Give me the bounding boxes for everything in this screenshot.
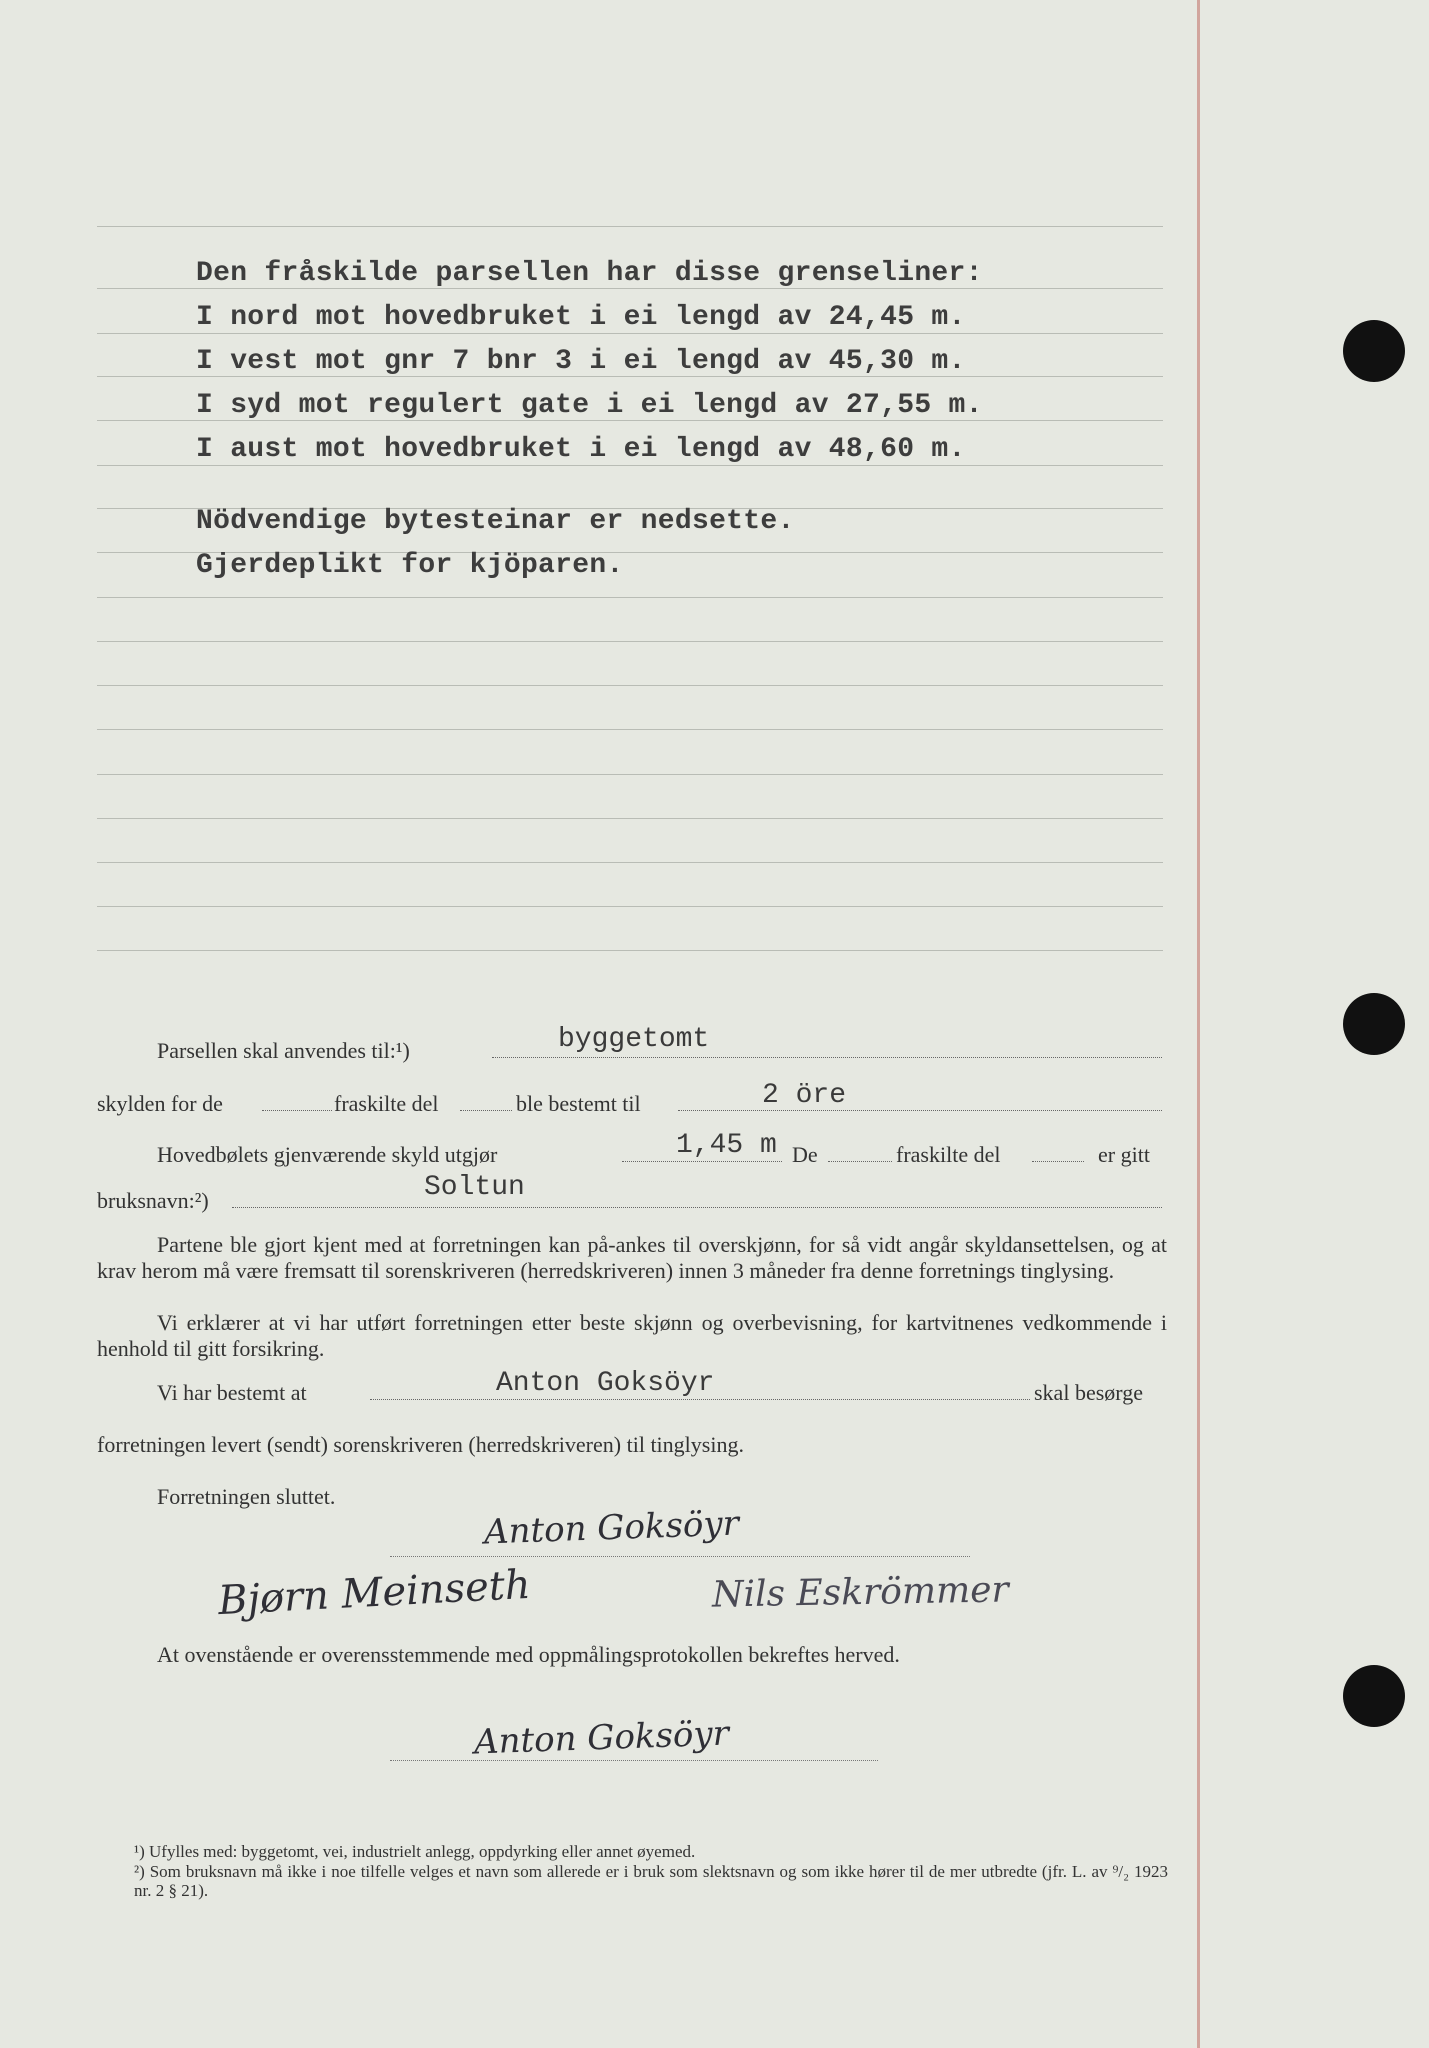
ruled-line — [97, 641, 1163, 642]
hoved-suffix: er gitt — [1098, 1142, 1150, 1167]
skyld-dotline-2 — [460, 1110, 512, 1111]
punch-hole-middle — [1343, 993, 1405, 1055]
skyld-value: 2 öre — [762, 1080, 847, 1111]
bruksnavn-dotline — [232, 1207, 1162, 1208]
footnote-1: ¹) Ufylles med: byggetomt, vei, industrielt anlegg, oppdyrking eller annet øyemed. — [134, 1842, 696, 1861]
bestemt-prefix: Vi har bestemt at — [157, 1380, 307, 1405]
bestemt-dotline — [370, 1399, 1030, 1400]
skyld-dotline-3 — [678, 1110, 1162, 1111]
ruled-line — [97, 685, 1163, 686]
signature-2: Bjørn Meinseth — [217, 1561, 532, 1625]
bekreft-text: At ovenstående er overensstemmende med oppmålingsprotokollen bekreftes herved. — [157, 1642, 900, 1667]
hoved-de: De — [792, 1142, 818, 1167]
bestemt-suffix: skal besørge — [1034, 1380, 1143, 1405]
ruled-line — [97, 226, 1163, 227]
ruled-line — [97, 774, 1163, 775]
declaration-paragraph-text: Vi erklærer at vi har utført forretningen etter beste skjønn og overbevisning, for kartvitnenes vedkommende i henhold til gitt forsikring. — [97, 1310, 1167, 1361]
boundary-line-south: I syd mot regulert gate i ei lengd av 27,55 m. — [196, 390, 983, 421]
signature-line-1 — [390, 1556, 970, 1557]
skyld-prefix: skylden for de — [97, 1091, 223, 1116]
signature-4: Anton Goksöyr — [473, 1713, 730, 1763]
skyld-mid: fraskilte del — [334, 1091, 439, 1116]
ruled-line — [97, 950, 1163, 951]
levert-text: forretningen levert (sendt) sorenskriveren (herredskriveren) til tinglysing. — [97, 1432, 744, 1457]
ruled-line — [97, 818, 1163, 819]
bruksnavn-label: bruksnavn:²) — [97, 1188, 209, 1213]
ruled-line — [97, 729, 1163, 730]
footnote-2: ²) Som bruksnavn må ikke i noe tilfelle velges et navn som allerede er i bruk som slektsnavn og som ikke hører til de mer utbredte (jfr. L. av ⁹/₂ 1923 nr. 2 § 21). — [134, 1862, 1168, 1900]
boundary-heading: Den fråskilde parsellen har disse grenseliner: — [196, 258, 983, 289]
declaration-paragraph — [97, 1310, 1167, 1362]
ruled-line — [97, 465, 1163, 466]
fence-duty-note: Gjerdeplikt for kjöparen. — [196, 550, 624, 581]
use-value: byggetomt — [558, 1024, 710, 1055]
hoved-prefix: Hovedbølets gjenværende skyld utgjør — [157, 1142, 498, 1167]
ruled-line — [97, 862, 1163, 863]
hoved-mid: fraskilte del — [896, 1142, 1001, 1167]
bruksnavn-value: Soltun — [424, 1172, 525, 1203]
ruled-line — [97, 333, 1163, 334]
use-dotline — [492, 1057, 1162, 1058]
skyld-dotline-1 — [262, 1110, 332, 1111]
punch-hole-bottom — [1343, 1665, 1405, 1727]
ruled-line — [97, 906, 1163, 907]
signature-3: Nils Eskrömmer — [711, 1569, 1010, 1616]
punch-hole-top — [1343, 320, 1405, 382]
boundary-stones-note: Nödvendige bytesteinar er nedsette. — [196, 506, 795, 537]
signature-line-2 — [390, 1760, 878, 1761]
boundary-line-west: I vest mot gnr 7 bnr 3 i ei lengd av 45,30 m. — [196, 346, 966, 377]
boundary-line-north: I nord mot hovedbruket i ei lengd av 24,45 m. — [196, 302, 966, 333]
hoved-dotline-2 — [828, 1161, 892, 1162]
sluttet-text: Forretningen sluttet. — [157, 1484, 336, 1509]
appeal-paragraph-text: Partene ble gjort kjent med at forretningen kan på-ankes til overskjønn, for så vidt angår skyldansettelsen, og at krav herom må være fremsatt til sorenskriveren (herredskriveren) innen 3 måneder fra denne forretnings tinglysing. — [97, 1232, 1167, 1283]
signature-1: Anton Goksöyr — [483, 1503, 740, 1553]
hoved-dotline-1 — [622, 1161, 782, 1162]
boundary-line-east: I aust mot hovedbruket i ei lengd av 48,60 m. — [196, 434, 966, 465]
hoved-value: 1,45 m — [676, 1130, 777, 1161]
ruled-line — [97, 597, 1163, 598]
hoved-dotline-3 — [1032, 1161, 1084, 1162]
use-label: Parsellen skal anvendes til:¹) — [157, 1038, 410, 1063]
bestemt-value: Anton Goksöyr — [496, 1368, 715, 1399]
skyld-suffix: ble bestemt til — [516, 1091, 641, 1116]
red-margin-rule — [1197, 0, 1200, 2048]
appeal-paragraph — [97, 1232, 1167, 1284]
